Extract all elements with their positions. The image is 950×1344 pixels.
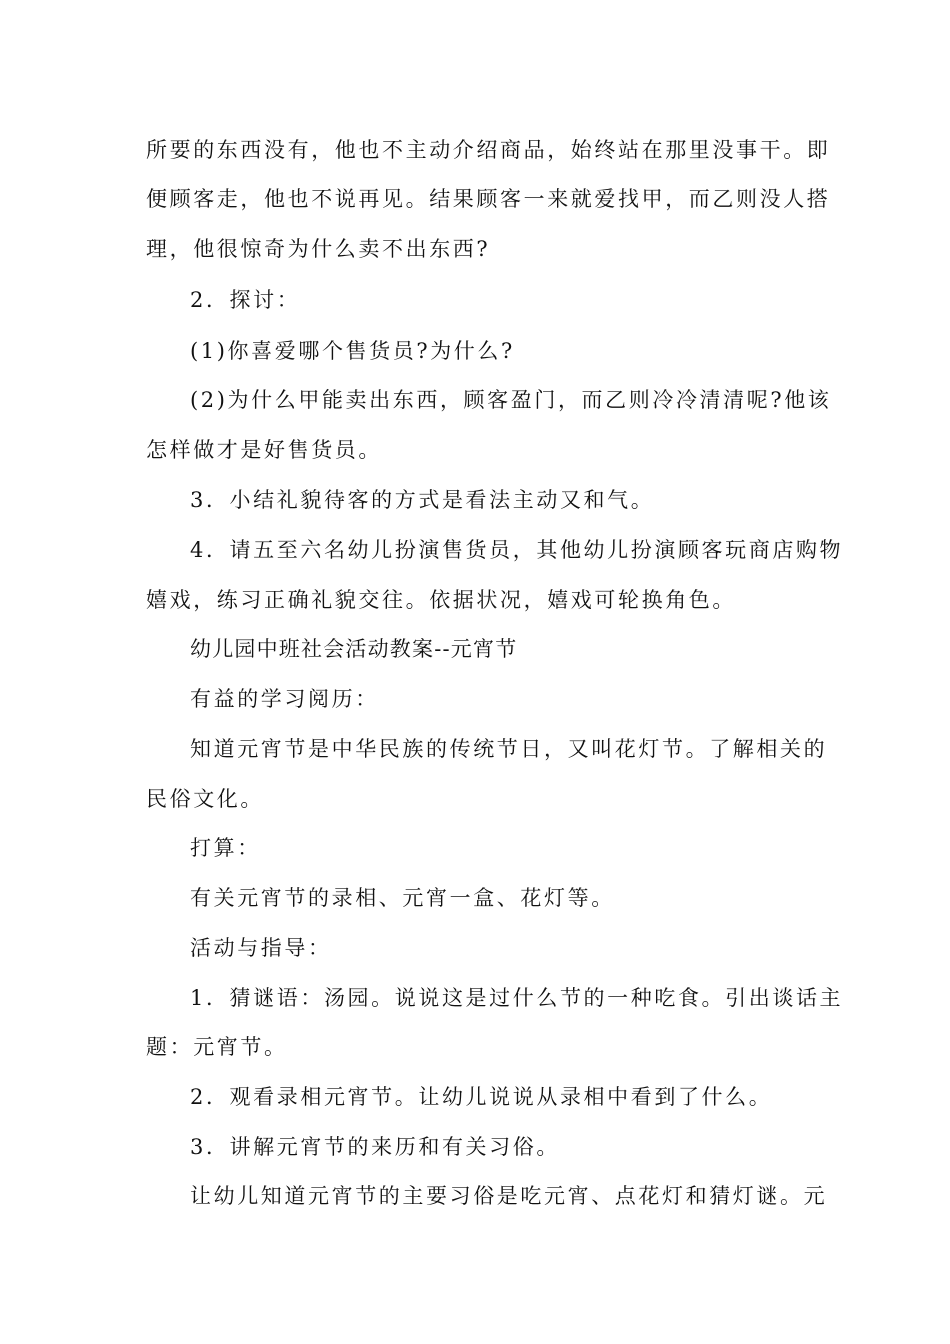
numbered-item: 1．猜谜语：汤园。说说这是过什么节的一种吃食。引出谈话主 [190, 986, 844, 1010]
numbered-item: 2．观看录相元宵节。让幼儿说说从录相中看到了什么。 [190, 1085, 773, 1109]
text-line: 题：元宵节。 [146, 1035, 288, 1059]
numbered-item: 3．讲解元宵节的来历和有关习俗。 [190, 1135, 560, 1159]
lesson-title: 幼儿园中班社会活动教案--元宵节 [190, 637, 518, 661]
text-line: 理，他很惊奇为什么卖不出东西? [146, 237, 491, 261]
text-line: 所要的东西没有，他也不主动介绍商品，始终站在那里没事干。即 [146, 138, 831, 162]
question-item: (2)为什么甲能卖出东西，顾客盈门，而乙则冷冷清清呢?他该 [190, 388, 832, 412]
text-line: 民俗文化。 [146, 787, 264, 811]
section-heading: 有益的学习阅历： [190, 687, 379, 711]
text-line: 知道元宵节是中华民族的传统节日，又叫花灯节。了解相关的 [190, 737, 828, 761]
question-item: (1)你喜爱哪个售货员?为什么? [190, 339, 515, 363]
section-heading: 活动与指导： [190, 936, 332, 960]
text-line: 嬉戏，练习正确礼貌交往。依据状况，嬉戏可轮换角色。 [146, 588, 736, 612]
numbered-item: 3．小结礼貌待客的方式是看法主动又和气。 [190, 488, 655, 512]
text-line: 怎样做才是好售货员。 [146, 438, 382, 462]
text-line: 便顾客走，他也不说再见。结果顾客一来就爱找甲，而乙则没人搭 [146, 187, 831, 211]
numbered-item: 4．请五至六名幼儿扮演售货员，其他幼儿扮演顾客玩商店购物 [190, 538, 844, 562]
section-heading: 打算： [190, 836, 261, 860]
text-line: 有关元宵节的录相、元宵一盒、花灯等。 [190, 886, 615, 910]
section-heading: 2．探讨： [190, 288, 301, 312]
text-line: 让幼儿知道元宵节的主要习俗是吃元宵、点花灯和猜灯谜。元 [190, 1184, 828, 1208]
